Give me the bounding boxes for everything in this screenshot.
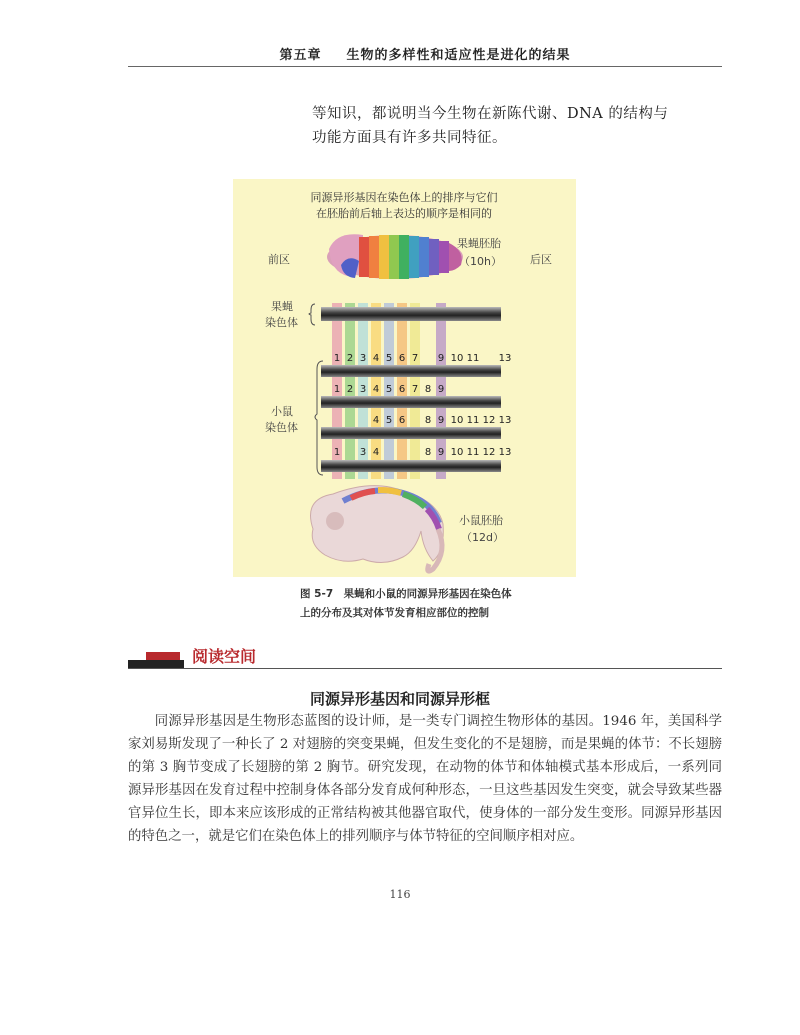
gene-number-label: 12 bbox=[482, 415, 496, 426]
gene-number-label: 1 bbox=[333, 447, 341, 458]
fly-chromosome-bar bbox=[321, 307, 501, 321]
gene-number-label: 2 bbox=[346, 353, 354, 364]
gene-number-label: 1 bbox=[333, 384, 341, 395]
gene-number-label: 6 bbox=[398, 415, 406, 426]
gene-number-label: 4 bbox=[372, 384, 380, 395]
reading-space-banner bbox=[128, 646, 722, 669]
gene-number-label: 11 bbox=[466, 447, 480, 458]
gene-number-label: 8 bbox=[424, 384, 432, 395]
caption-line-2: 上的分布及其对体节发育相应部位的控制 bbox=[300, 607, 489, 619]
mouse-chromosome-bar-2 bbox=[321, 396, 501, 408]
mouse-embryo-label: 小鼠胚胎 bbox=[459, 514, 503, 527]
posterior-label: 后区 bbox=[530, 253, 552, 266]
gene-number-label: 3 bbox=[359, 353, 367, 364]
chapter-title: 生物的多样性和适应性是进化的结果 bbox=[346, 48, 571, 63]
fly-chromosome-label-2: 染色体 bbox=[265, 316, 298, 329]
fly-embryo-illustration bbox=[327, 234, 463, 279]
gene-number-label: 9 bbox=[437, 447, 445, 458]
chapter-number: 第五章 bbox=[279, 48, 322, 63]
gene-number-label: 12 bbox=[482, 447, 496, 458]
gene-number-label: 10 bbox=[450, 415, 464, 426]
gene-number-label: 7 bbox=[411, 384, 419, 395]
mouse-chromosome-bar-1 bbox=[321, 365, 501, 377]
gene-number-label: 5 bbox=[385, 353, 393, 364]
gene-number-label: 4 bbox=[372, 415, 380, 426]
fly-embryo-label: 果蝇胚胎 bbox=[457, 237, 501, 250]
gene-number-label: 10 bbox=[450, 353, 464, 364]
anterior-label: 前区 bbox=[268, 253, 290, 266]
gene-number-label: 13 bbox=[498, 415, 512, 426]
reading-article-title: 同源异形基因和同源异形框 bbox=[309, 690, 490, 708]
gene-number-label: 13 bbox=[498, 447, 512, 458]
gene-number-label: 9 bbox=[437, 384, 445, 395]
gene-number-label: 7 bbox=[411, 353, 419, 364]
fly-chromosome-label-1: 果蝇 bbox=[271, 300, 293, 313]
figure-title-line2: 在胚胎前后轴上表达的顺序是相同的 bbox=[316, 207, 492, 220]
intro-paragraph: 等知识，都说明当今生物在新陈代谢、DNA 的结构与功能方面具有许多共同特征。 bbox=[312, 106, 669, 146]
mouse-chromosome-bar-3 bbox=[321, 427, 501, 439]
fly-embryo-time: （10h） bbox=[459, 255, 502, 268]
reading-space-title: 阅读空间 bbox=[192, 647, 257, 666]
gene-number-label: 8 bbox=[424, 415, 432, 426]
mouse-chromosome-bar-4 bbox=[321, 460, 501, 472]
banner-blocks-icon bbox=[128, 652, 188, 668]
gene-number-label: 1 bbox=[333, 353, 341, 364]
mouse-chromosome-label-1: 小鼠 bbox=[271, 405, 293, 418]
gene-number-label: 5 bbox=[385, 415, 393, 426]
figure-caption bbox=[300, 585, 560, 623]
gene-number-label: 5 bbox=[385, 384, 393, 395]
gene-number-label: 9 bbox=[437, 353, 445, 364]
figure-title-line1: 同源异形基因在染色体上的排序与它们 bbox=[310, 191, 498, 204]
reading-article-body: 同源异形基因是生物形态蓝图的设计师，是一类专门调控生物形体的基因。1946 年，美国科学家刘易斯发现了一种长了 2 对翅膀的突变果蝇，但发生变化的不是翅膀，而是果蝇的体节：不长翅膀的第 3 胸节变成了长翅膀的第 2 胸节。研究发现，在动物的体节和体轴模式基本形成后，一系列同源异形基因在发育过程中控制身体各部分发育成何种形态，一旦这些基因发生突变，就会导致某些器官异位生长，即本来应该形成的正常结构被其他器官取代，使身体的一部分发生变形。同源异形基因的特色之一，就是它们在染色体上的排列顺序与体节特征的空间顺序相对应。 bbox=[128, 714, 722, 844]
gene-number-label: 6 bbox=[398, 353, 406, 364]
gene-number-label: 6 bbox=[398, 384, 406, 395]
running-header bbox=[128, 44, 722, 67]
gene-number-label: 13 bbox=[498, 353, 512, 364]
gene-number-label: 8 bbox=[424, 447, 432, 458]
gene-number-label: 2 bbox=[346, 384, 354, 395]
mouse-embryo-time: （12d） bbox=[461, 531, 504, 544]
gene-number-label: 11 bbox=[466, 353, 480, 364]
figure-svg bbox=[233, 179, 576, 577]
caption-line-1: 图 5-7 果蝇和小鼠的同源异形基因在染色体 bbox=[300, 588, 512, 600]
figure-5-7 bbox=[233, 179, 576, 577]
mouse-chromosome-label-2: 染色体 bbox=[265, 421, 298, 434]
gene-number-label: 11 bbox=[466, 415, 480, 426]
gene-number-label: 9 bbox=[437, 415, 445, 426]
gene-number-label: 3 bbox=[359, 447, 367, 458]
mouse-embryo-illustration bbox=[311, 486, 444, 571]
gene-number-label: 3 bbox=[359, 384, 367, 395]
gene-number-label: 4 bbox=[372, 353, 380, 364]
gene-number-label: 4 bbox=[372, 447, 380, 458]
gene-number-label: 10 bbox=[450, 447, 464, 458]
page-number: 116 bbox=[389, 888, 411, 901]
